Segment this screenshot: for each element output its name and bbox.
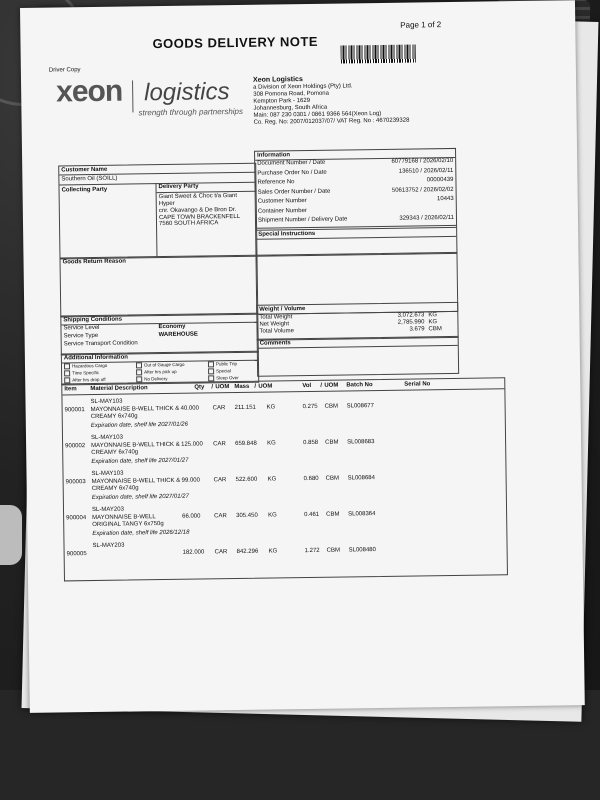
info-key: Container Number — [257, 207, 307, 215]
shipping-key: Service Transport Condition — [63, 340, 138, 348]
company-line: Co. Reg. No: 2007/012037/07/ VAT Reg. No : 4670239328 — [253, 117, 410, 126]
qty-uom: CAR — [213, 477, 227, 484]
weight-key: Net Weight — [259, 321, 290, 328]
expiry-note: Expiration date, shelf life 2027/01/26 — [90, 421, 188, 430]
qty-uom: CAR — [212, 405, 226, 412]
table-header-cell: UOM — [324, 382, 339, 389]
weight-row — [258, 326, 458, 336]
table-header-cell: / — [211, 384, 214, 391]
checkbox-icon — [136, 362, 142, 368]
batch-no: SL008480 — [348, 547, 377, 554]
customer-name: Southern Oil (SOILL) — [59, 173, 255, 186]
vol-value: 1.272 — [304, 547, 320, 555]
table-header-cell: Batch No — [346, 382, 373, 389]
mass-value: 211.151 — [234, 404, 256, 412]
information-rows — [255, 158, 456, 228]
mass-uom: KG — [266, 404, 276, 411]
weight-key: Total Weight — [259, 314, 293, 321]
table-header-cell: UOM — [258, 383, 273, 390]
collecting-party-label: Collecting Party — [61, 186, 108, 194]
company-line: Main: 087 230 0301 / 0861 9366 564(Xeon Log) — [253, 110, 382, 119]
qty-value: 99.000 — [181, 477, 201, 484]
checkbox-icon — [64, 363, 70, 369]
checkbox-icon — [136, 369, 142, 375]
delivery-line: CAPE TOWN BRACKENFELL — [158, 213, 241, 221]
info-key: Reference No — [257, 179, 295, 186]
info-key: Shipment Number / Delivery Date — [257, 216, 348, 224]
additional-option — [208, 361, 237, 367]
shipping-box — [60, 313, 259, 356]
table-header-cell: Qty — [194, 384, 205, 391]
qty-uom: CAR — [214, 549, 228, 556]
info-value: 136510 / 2026/02/11 — [398, 167, 454, 175]
additional-option — [64, 363, 107, 370]
checkbox-icon — [64, 370, 70, 376]
item-number: 900005 — [66, 551, 87, 558]
item-number: 900002 — [65, 443, 86, 450]
mass-value: 522.600 — [235, 476, 258, 484]
table-header-cell: Item — [64, 386, 77, 393]
additional-option — [208, 368, 231, 374]
weight-unit: CBM — [428, 326, 442, 333]
vol-value: 0.275 — [302, 403, 318, 411]
table-header-cell: UOM — [215, 384, 230, 391]
weight-box — [256, 302, 458, 341]
mass-uom: KG — [267, 440, 276, 447]
additional-info-label: Additional Information — [62, 352, 258, 364]
vol-uom: CBM — [325, 439, 339, 446]
weight-value: 3.679 — [409, 326, 425, 333]
info-key: Document Number / Date — [257, 159, 326, 167]
info-value: 50613752 / 2026/02/02 — [391, 186, 454, 194]
information-label: Information — [255, 149, 455, 161]
qty-uom: CAR — [214, 513, 227, 520]
item-number: 900003 — [65, 479, 86, 486]
mass-uom: KG — [268, 512, 277, 519]
company-name: Xeon Logistics — [252, 76, 303, 84]
option-label: Special — [216, 368, 231, 374]
copy-label: Driver Copy — [48, 67, 81, 74]
company-line: 308 Pomona Road, Pomona — [253, 90, 329, 98]
option-label: No Delivery — [144, 376, 168, 382]
table-header-cell: / — [254, 383, 257, 390]
additional-option — [136, 362, 185, 369]
option-label: Time Specific — [72, 370, 99, 376]
delivery-party-label: Delivery Party — [156, 182, 256, 193]
mass-value: 659.848 — [235, 440, 257, 448]
goods-return-box — [59, 255, 258, 318]
info-key: Purchase Order No / Date — [257, 169, 327, 177]
comments-box — [257, 336, 460, 377]
customer-box — [58, 163, 257, 260]
option-label: Sleep Over — [216, 375, 239, 381]
material-code: SL-MAY103 — [90, 398, 123, 406]
additional-option — [64, 370, 99, 376]
table-header-cell: Mass — [234, 383, 250, 391]
info-value: 00000439 — [426, 176, 454, 184]
customer-label: Customer Name — [59, 164, 255, 176]
vol-uom: CBM — [325, 475, 339, 482]
material-desc: MAYONNAISE B-WELL THICK & — [91, 477, 181, 486]
table-header-cell: Serial No — [404, 381, 431, 388]
material-desc-2: ORIGINAL TANGY 6x750g — [92, 521, 164, 529]
material-desc: MAYONNAISE B-WELL THICK & — [90, 405, 180, 414]
qty-value: 40.000 — [180, 405, 200, 412]
item-number: 900001 — [64, 407, 85, 414]
option-label: After hrs pick up — [144, 369, 177, 375]
table-row — [64, 499, 504, 541]
logo-brand: xeon — [55, 74, 123, 109]
expiry-note: Expiration date, shelf life 2027/01/27 — [91, 457, 189, 466]
info-value: 329343 / 2026/02/11 — [399, 214, 455, 222]
table-row — [62, 391, 502, 433]
qty-value: 182.000 — [182, 549, 205, 556]
thumb — [0, 505, 22, 565]
material-desc: MAYONNAISE B-WELL — [92, 514, 156, 522]
info-value: 10443 — [436, 195, 454, 203]
info-key: Customer Number — [257, 198, 307, 205]
batch-no: SL008683 — [347, 439, 375, 446]
vol-uom: CBM — [326, 511, 340, 518]
vol-value: 0.461 — [304, 511, 320, 519]
table-header-cell: Vol — [302, 382, 312, 390]
table-header-cell: Material Description — [90, 385, 148, 393]
batch-no: SL008684 — [347, 475, 376, 482]
delivery-note-paper — [20, 0, 585, 713]
option-label: After hrs drop off — [72, 377, 106, 383]
shipping-row — [62, 339, 258, 350]
delivery-line: cnr. Okavango & De Bron Dr. — [158, 206, 237, 214]
table-row — [64, 535, 504, 577]
material-desc: MAYONNAISE B-WELL THICK & — [91, 441, 180, 450]
delivery-party-box — [155, 182, 257, 257]
company-logo — [56, 73, 243, 118]
weight-unit: KG — [428, 319, 438, 326]
qty-uom: CAR — [213, 441, 226, 448]
mass-value: 842.296 — [236, 548, 259, 556]
document-title: GOODS DELIVERY NOTE — [152, 33, 319, 52]
info-value: 60779168 / 2026/02/10 — [391, 157, 454, 165]
weight-value: 2,785.990 — [397, 319, 425, 326]
expiry-note: Expiration date, shelf life 2027/01/27 — [91, 493, 189, 502]
item-number: 900004 — [66, 515, 87, 522]
mass-uom: KG — [267, 476, 277, 483]
info-key: Sales Order Number / Date — [257, 188, 331, 196]
weight-value: 3,072.673 — [397, 312, 425, 319]
option-label: Out of Gauge Cargo — [143, 361, 185, 368]
weight-rows — [257, 312, 457, 336]
company-line: Kempton Park - 1629 — [253, 97, 311, 105]
barcode — [341, 44, 416, 63]
material-desc-2: CREAMY 6x740g — [91, 449, 139, 457]
delivery-party-address — [157, 192, 257, 230]
company-line: a Division of Xeon Holdings (Pty) Ltd. — [253, 83, 353, 91]
company-line: Johannesburg, South Africa — [253, 104, 328, 112]
expiry-note: Expiration date, shelf life 2026/12/18 — [92, 529, 190, 538]
option-label: Public Trip — [215, 361, 238, 367]
batch-no: SL008364 — [348, 511, 376, 518]
batch-no: SL008677 — [346, 403, 375, 410]
page-number: Page 1 of 2 — [400, 20, 442, 30]
checkbox-icon — [208, 368, 214, 374]
mass-value: 305.450 — [236, 512, 258, 520]
qty-value: 125.000 — [181, 441, 203, 448]
delivery-line: Giant Sweet & Choc t/a Giant Hyper — [158, 192, 238, 207]
table-row — [63, 463, 503, 505]
table-header-cell: / — [320, 382, 323, 389]
comments-label: Comments — [258, 337, 458, 349]
goods-return-label: Goods Return Reason — [62, 258, 126, 266]
checkbox-icon — [208, 361, 214, 367]
option-label: Hazardous Cargo — [71, 363, 108, 369]
delivery-line: 7560 SOUTH AFRICA — [158, 220, 219, 228]
shipping-key: Service Type — [63, 332, 99, 340]
shipping-value: WAREHOUSE — [158, 331, 198, 339]
vol-value: 0.858 — [303, 439, 319, 447]
logo-tagline: strength through partnerships — [138, 106, 244, 118]
vol-value: 0.680 — [303, 475, 319, 483]
weight-label: Weight / Volume — [257, 303, 457, 315]
qty-value: 66.000 — [182, 513, 201, 520]
items-table — [61, 377, 508, 581]
company-address — [253, 75, 409, 127]
table-row — [63, 427, 503, 469]
shipping-label: Shipping Conditions — [61, 314, 257, 326]
material-code: SL-MAY103 — [91, 470, 124, 478]
shipping-rows — [61, 323, 257, 350]
information-box — [254, 148, 457, 257]
shipping-key: Service Level — [63, 324, 100, 332]
shipping-value: Economy — [158, 323, 186, 331]
special-instructions-label: Special Instructions — [256, 226, 456, 239]
material-code: SL-MAY103 — [90, 434, 123, 442]
vol-uom: CBM — [326, 547, 340, 554]
weight-unit: KG — [428, 312, 438, 319]
vol-uom: CBM — [324, 403, 338, 410]
material-code: SL-MAY203 — [91, 506, 124, 514]
material-desc-2: CREAMY 6x740g — [90, 413, 138, 421]
mass-uom: KG — [268, 548, 278, 555]
additional-option — [136, 369, 177, 376]
weight-key: Total Volume — [259, 328, 294, 335]
material-code: SL-MAY203 — [92, 542, 125, 550]
material-desc-2: CREAMY 6x740g — [91, 485, 139, 493]
logo-product: logistics — [143, 78, 230, 107]
